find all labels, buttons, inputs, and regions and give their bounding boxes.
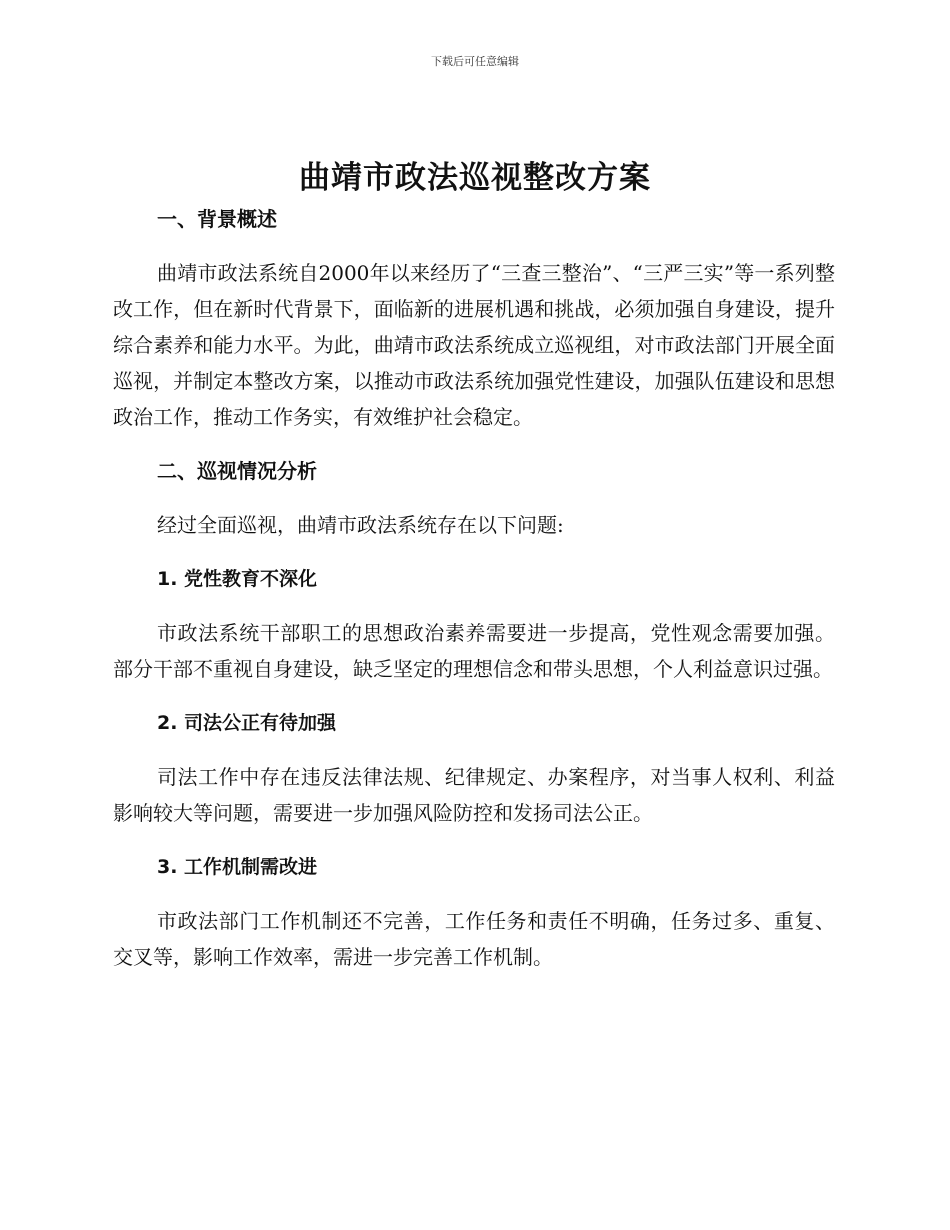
section-heading-background: 一、背景概述 <box>157 207 277 231</box>
issue-heading-2: 2. 司法公正有待加强 <box>157 712 337 734</box>
issue-heading-3: 3. 工作机制需改进 <box>157 856 318 878</box>
issue-paragraph-2: 司法工作中存在违反法律法规、纪律规定、办案程序，对当事人权利、利益影响较大等问题，需要进一步加强风险防控和发扬司法公正。 <box>113 765 835 825</box>
issue-paragraph-1: 市政法系统干部职工的思想政治素养需要进一步提高，党性观念需要加强。部分干部不重视自身建设，缺乏坚定的理想信念和带头思想，个人利益意识过强。 <box>113 621 835 681</box>
issue-heading-1: 1. 党性教育不深化 <box>157 568 318 590</box>
document-title: 曲靖市政法巡视整改方案 <box>299 160 651 196</box>
document-body <box>113 204 835 975</box>
section-paragraph-background: 曲靖市政法系统自2000年以来经历了“三查三整治”、“三严三实”等一系列整改工作，但在新时代背景下，面临新的进展机遇和挑战，必须加强自身建设，提升综合素养和能力水平。为此，曲靖市政法系统成立巡视组，对市政法部门开展全面巡视，并制定本整改方案，以推动市政法系统加强党性建设，加强队伍建设和思想政治工作，推动工作务实，有效维护社会稳定。 <box>113 261 835 429</box>
section-heading-inspection: 二、巡视情况分析 <box>157 459 317 483</box>
header-note: 下载后可任意编辑 <box>431 55 519 68</box>
section-paragraph-inspection: 经过全面巡视，曲靖市政法系统存在以下问题: <box>157 513 564 537</box>
issue-paragraph-3: 市政法部门工作机制还不完善，工作任务和责任不明确，任务过多、重复、交叉等，影响工作效率，需进一步完善工作机制。 <box>113 909 835 969</box>
